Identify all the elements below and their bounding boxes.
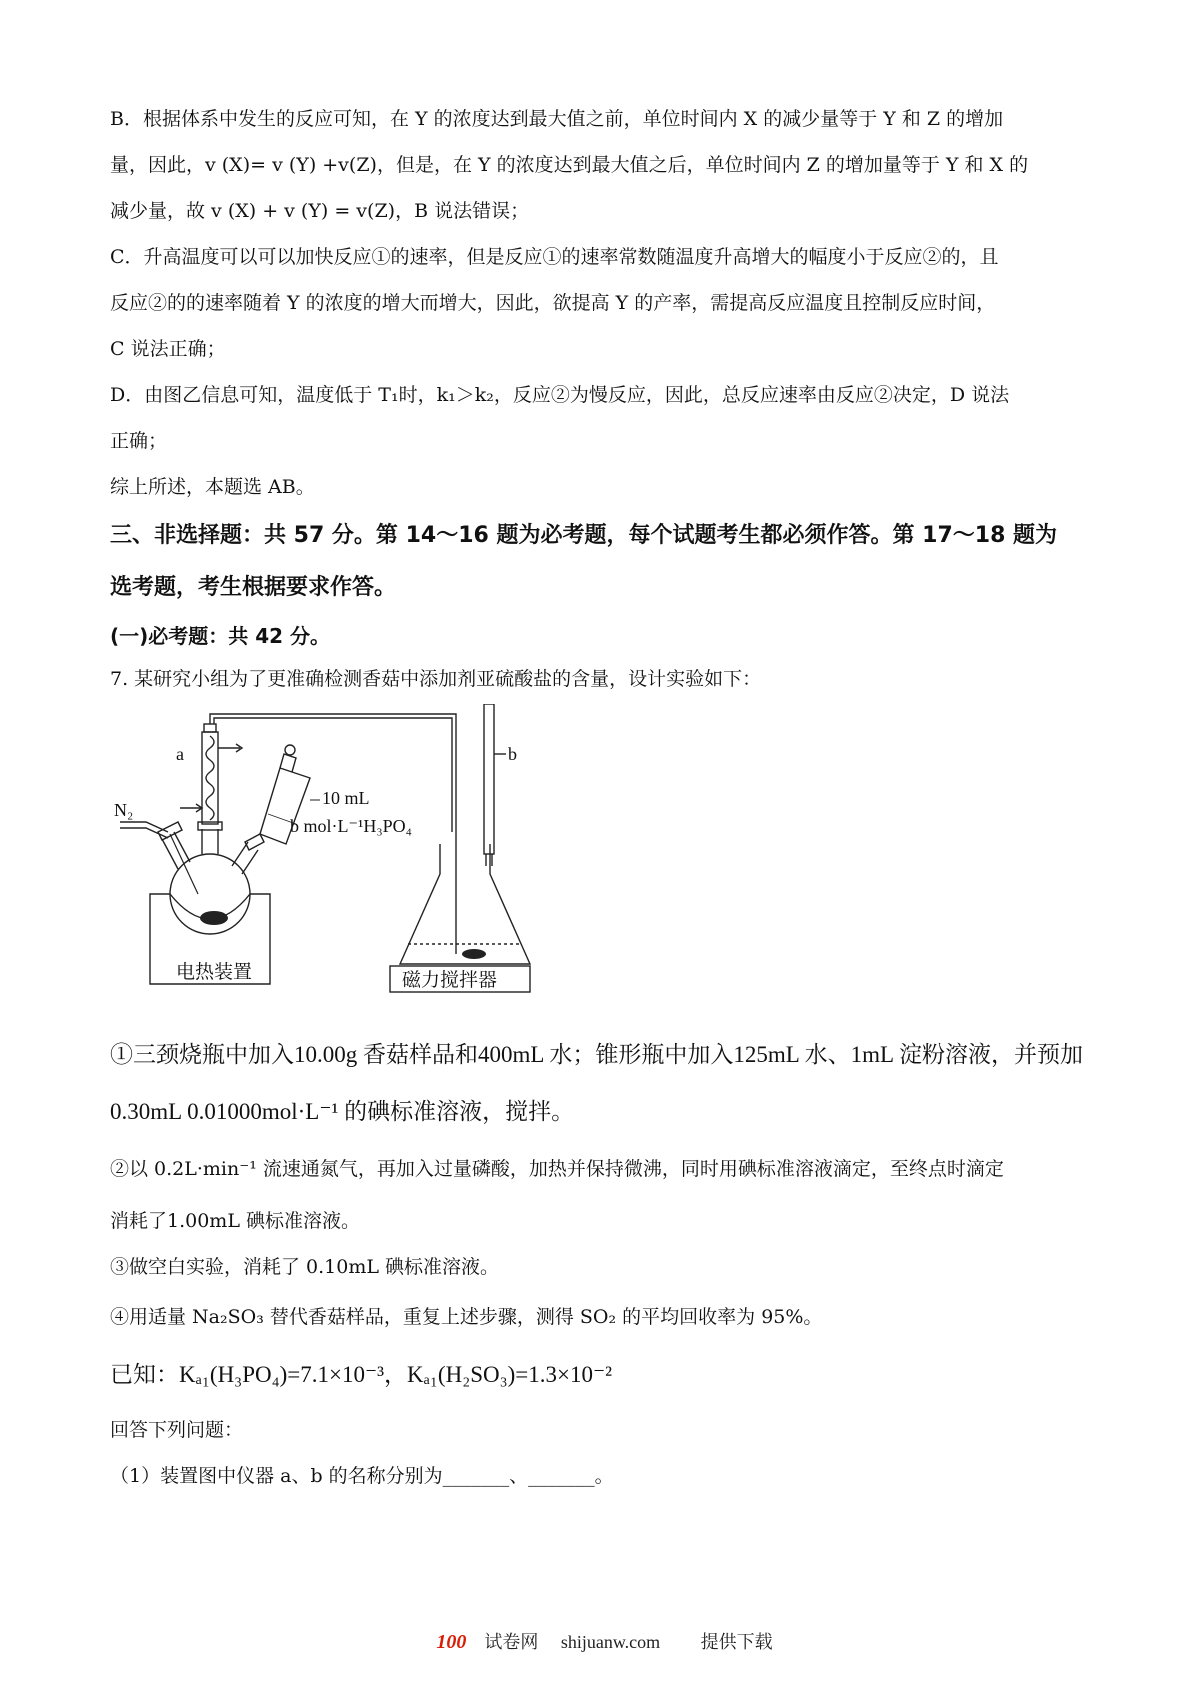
stir-bar bbox=[462, 949, 486, 959]
step3: ③做空白实验，消耗了 0.10mL 碘标准溶液。 bbox=[110, 1256, 500, 1278]
known-values: 已知：Kₐ₁(H₃PO₄)=7.1×10⁻³，Kₐ₁(H₂SO₃)=1.3×10⁻² bbox=[110, 1362, 613, 1387]
section-title-line1: 三、非选择题：共 57 分。第 14～16 题为必考题，每个试题考生都必须作答。第 17～18 题为 bbox=[110, 523, 1058, 548]
step2-line2: 消耗了1.00mL 碘标准溶液。 bbox=[110, 1210, 360, 1232]
question-1: （1）装置图中仪器 a、b 的名称分别为_______、_______。 bbox=[110, 1465, 614, 1487]
label-stirrer: 磁力搅拌器 bbox=[402, 969, 498, 991]
label-a: a bbox=[176, 744, 184, 764]
paragraph-b-line1: B．根据体系中发生的反应可知，在 Y 的浓度达到最大值之前，单位时间内 X 的减少量等于 Y 和 Z 的增加 bbox=[110, 108, 1004, 130]
question7-stem: 7. 某研究小组为了更准确检测香菇中添加剂亚硫酸盐的含量，设计实验如下： bbox=[110, 668, 762, 690]
label-b: b bbox=[508, 744, 517, 764]
sample-mushroom bbox=[200, 911, 228, 925]
label-n2: N₂ bbox=[114, 800, 134, 820]
step4: ④用适量 Na₂SO₃ 替代香菇样品，重复上述步骤，测得 SO₂ 的平均回收率为 95%。 bbox=[110, 1306, 823, 1328]
step1-line2: 0.30mL 0.01000mol·L⁻¹ 的碘标准溶液，搅拌。 bbox=[110, 1099, 575, 1124]
left-neck-stopper bbox=[158, 822, 182, 840]
site-name: 试卷网 bbox=[484, 1632, 539, 1652]
paragraph-c-line2: 反应②的的速率随着 Y 的浓度的增大而增大，因此，欲提高 Y 的产率，需提高反应温度且控制反应时间， bbox=[110, 292, 996, 314]
paragraph-b-line2: 量，因此，v (X)= v (Y) +v(Z)，但是，在 Y 的浓度达到最大值之后，单位时间内 Z 的增加量等于 Y 和 X 的 bbox=[110, 154, 1029, 176]
document-body bbox=[110, 96, 1090, 1499]
site-url[interactable]: shijuanw.com bbox=[560, 1632, 661, 1652]
step2-line1: ②以 0.2L·min⁻¹ 流速通氮气，再加入过量磷酸，加热并保持微沸，同时用碘标准溶液滴定，至终点时滴定 bbox=[110, 1158, 1004, 1180]
erlenmeyer-flask bbox=[400, 844, 530, 964]
label-reagent: b mol·L⁻¹H₃PO₄ bbox=[290, 816, 412, 836]
flask-center-neck bbox=[202, 829, 218, 854]
paragraph-b-line3: 减少量，故 v (X) + v (Y) = v(Z)，B 说法错误； bbox=[110, 200, 530, 222]
apparatus-diagram bbox=[110, 704, 670, 1024]
section-subtitle: (一)必考题：共 42 分。 bbox=[110, 624, 331, 648]
apparatus-svg bbox=[110, 704, 670, 1024]
condenser-a bbox=[202, 732, 218, 824]
site-logo: 100 bbox=[436, 1631, 467, 1653]
paragraph-d-line2: 正确； bbox=[110, 430, 168, 452]
burette-b bbox=[484, 704, 494, 854]
label-heater: 电热装置 bbox=[176, 961, 253, 983]
gas-line bbox=[210, 714, 456, 832]
label-volume: 10 mL bbox=[322, 788, 370, 808]
answer-prompt: 回答下列问题： bbox=[110, 1419, 244, 1441]
summary-line: 综上所述，本题选 AB。 bbox=[110, 476, 315, 498]
paragraph-d-line1: D．由图乙信息可知，温度低于 T₁时，k₁＞k₂，反应②为慢反应，因此，总反应速率由反应②决定，D 说法 bbox=[110, 384, 1010, 406]
section-title-line2: 选考题，考生根据要求作答。 bbox=[110, 575, 397, 600]
condenser-coil bbox=[206, 736, 214, 820]
paragraph-c-line3: C 说法正确； bbox=[110, 338, 226, 360]
page-footer bbox=[0, 1628, 1191, 1654]
step1-line1: ①三颈烧瓶中加入10.00g 香菇样品和400mL 水；锥形瓶中加入125mL 水、1mL 淀粉溶液，并预加 bbox=[110, 1042, 1084, 1067]
footer-note: 提供下载 bbox=[700, 1632, 773, 1652]
paragraph-c-line1: C．升高温度可以可以加快反应①的速率，但是反应①的速率常数随温度升高增大的幅度小于反应②的，且 bbox=[110, 246, 999, 268]
